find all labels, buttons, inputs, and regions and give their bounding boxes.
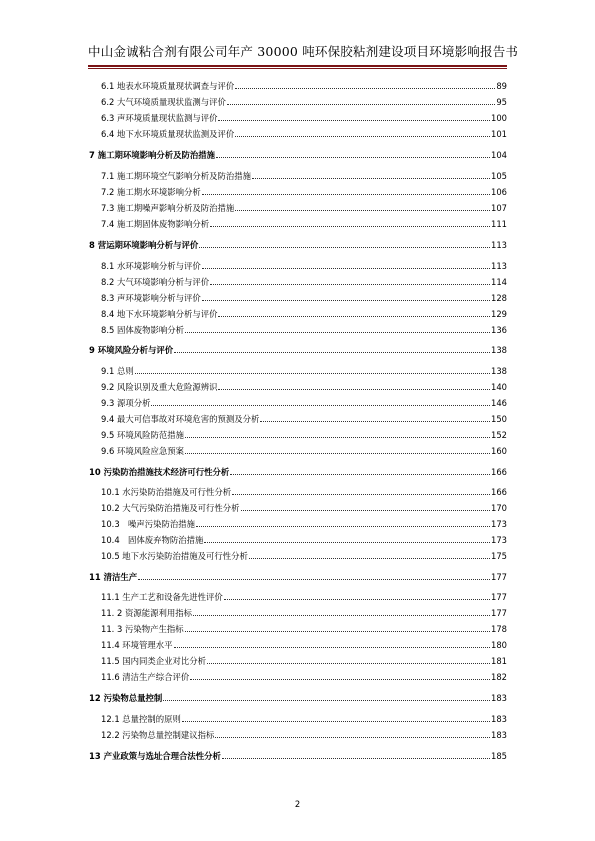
toc-entry-page: 180 (491, 640, 507, 650)
toc-section-entry[interactable] (101, 605, 507, 619)
toc-dot-leader (218, 120, 490, 121)
page-number: 2 (294, 799, 301, 809)
toc-chapter-entry[interactable] (89, 147, 507, 161)
toc-entry-title: 11 清洁生产 (89, 572, 138, 582)
toc-entry-title: 10.1 水污染防治措施及可行性分析 (101, 487, 232, 497)
toc-entry-page: 146 (491, 398, 507, 408)
toc-entry-title: 7.4 施工期固体废物影响分析 (101, 219, 210, 229)
toc-entry-title: 9.1 总则 (101, 366, 134, 376)
toc-dot-leader (185, 453, 490, 454)
toc-entry-title: 10.3 噪声污染防治措施 (101, 519, 196, 529)
toc-entry-title: 11.6 清洁生产综合评价 (101, 672, 190, 682)
toc-entry-title: 7.1 施工期环境空气影响分析及防治措施 (101, 171, 251, 181)
toc-entry-title: 10 污染防治措施技术经济可行性分析 (89, 467, 230, 477)
toc-entry-page: 185 (491, 751, 507, 761)
toc-dot-leader (174, 647, 490, 648)
toc-entry-title: 11.4 环境管理水平 (101, 640, 173, 650)
toc-dot-leader (202, 194, 490, 195)
toc-entry-page: 95 (496, 97, 507, 107)
toc-section-entry[interactable] (101, 110, 507, 124)
toc-dot-leader (138, 579, 490, 580)
toc-entry-page: 160 (491, 446, 507, 456)
toc-dot-leader (135, 373, 490, 374)
toc-dot-leader (163, 700, 490, 701)
toc-entry-title: 8 营运期环境影响分析与评价 (89, 240, 199, 250)
toc-section-entry[interactable] (101, 258, 507, 272)
toc-entry-title: 11. 2 资源能源利用指标 (101, 608, 192, 618)
toc-entry-page: 105 (491, 171, 507, 181)
toc-section-entry[interactable] (101, 395, 507, 409)
toc-entry-title: 9.3 源项分析 (101, 398, 151, 408)
toc-dot-leader (260, 421, 490, 422)
toc-dot-leader (210, 226, 490, 227)
toc-dot-leader (193, 615, 490, 616)
toc-entry-title: 11.1 生产工艺和设备先进性评价 (101, 592, 223, 602)
toc-chapter-entry[interactable] (89, 464, 507, 478)
toc-dot-leader (215, 737, 490, 738)
toc-entry-page: 140 (491, 382, 507, 392)
toc-entry-page: 113 (491, 240, 507, 250)
toc-dot-leader (249, 558, 490, 559)
toc-entry-title: 8.4 地下水环境影响分析与评价 (101, 309, 218, 319)
toc-section-entry[interactable] (101, 379, 507, 393)
toc-entry-page: 183 (491, 714, 507, 724)
toc-section-entry[interactable] (101, 711, 507, 725)
toc-dot-leader (185, 631, 490, 632)
toc-entry-title: 10.2 大气污染防治措施及可行性分析 (101, 503, 240, 513)
toc-section-entry[interactable] (101, 290, 507, 304)
toc-dot-leader (204, 542, 490, 543)
toc-section-entry[interactable] (101, 500, 507, 514)
toc-dot-leader (235, 88, 495, 89)
toc-entry-title: 8.2 大气环境影响分析与评价 (101, 277, 210, 287)
toc-entry-page: 113 (491, 261, 507, 271)
toc-entry-page: 128 (491, 293, 507, 303)
toc-section-entry[interactable] (101, 411, 507, 425)
toc-dot-leader (202, 300, 490, 301)
toc-section-entry[interactable] (101, 637, 507, 651)
toc-section-entry[interactable] (101, 126, 507, 140)
toc-entry-page: 152 (491, 430, 507, 440)
toc-chapter-entry[interactable] (89, 748, 507, 762)
toc-dot-leader (227, 104, 495, 105)
toc-dot-leader (199, 247, 490, 248)
toc-entry-title: 8.1 水环境影响分析与评价 (101, 261, 201, 271)
toc-section-entry[interactable] (101, 322, 507, 336)
toc-entry-title: 9.4 最大可信事故对环境危害的预测及分析 (101, 414, 260, 424)
toc-entry-page: 101 (491, 129, 507, 139)
toc-entry-page: 175 (491, 551, 507, 561)
toc-entry-page: 114 (491, 277, 507, 287)
toc-section-entry[interactable] (101, 306, 507, 320)
toc-dot-leader (224, 599, 490, 600)
toc-entry-page: 173 (491, 519, 507, 529)
toc-entry-page: 138 (491, 366, 507, 376)
toc-dot-leader (235, 210, 490, 211)
toc-entry-title: 9 环境风险分析与评价 (89, 345, 174, 355)
toc-section-entry[interactable] (101, 727, 507, 741)
toc-section-entry[interactable] (101, 184, 507, 198)
toc-section-entry[interactable] (101, 216, 507, 230)
toc-section-entry[interactable] (101, 669, 507, 683)
toc-entry-page: 136 (491, 325, 507, 335)
toc-entry-title: 10.5 地下水污染防治措施及可行性分析 (101, 551, 248, 561)
toc-entry-page: 111 (491, 219, 507, 229)
toc-entry-page: 107 (491, 203, 507, 213)
toc-entry-title: 12 污染物总量控制 (89, 693, 163, 703)
toc-dot-leader (218, 389, 490, 390)
toc-section-entry[interactable] (101, 168, 507, 182)
toc-dot-leader (216, 157, 490, 158)
toc-entry-page: 138 (491, 345, 507, 355)
toc-entry-page: 89 (496, 81, 507, 91)
toc-entry-page: 170 (491, 503, 507, 513)
toc-entry-title: 8.5 固体废物影响分析 (101, 325, 184, 335)
toc-section-entry[interactable] (101, 78, 507, 92)
toc-entry-title: 11. 3 污染物产生指标 (101, 624, 184, 634)
toc-entry-page: 150 (491, 414, 507, 424)
toc-dot-leader (151, 405, 490, 406)
toc-entry-page: 106 (491, 187, 507, 197)
toc-chapter-entry[interactable] (89, 342, 507, 356)
toc-dot-leader (202, 268, 490, 269)
toc-entry-page: 183 (491, 730, 507, 740)
toc-chapter-entry[interactable] (89, 237, 507, 251)
toc-entry-title: 6.4 地下水环境质量现状监测及评价 (101, 129, 235, 139)
toc-entry-page: 104 (491, 150, 507, 160)
toc-chapter-entry[interactable] (89, 690, 507, 704)
toc-dot-leader (252, 178, 490, 179)
toc-dot-leader (185, 437, 490, 438)
toc-entry-page: 177 (491, 572, 507, 582)
toc-entry-title: 6.3 声环境质量现状监测与评价 (101, 113, 218, 123)
toc-section-entry[interactable] (101, 427, 507, 441)
toc-entry-title: 7.3 施工期噪声影响分析及防治措施 (101, 203, 235, 213)
toc-dot-leader (230, 474, 490, 475)
toc-dot-leader (232, 494, 490, 495)
toc-section-entry[interactable] (101, 653, 507, 667)
toc-dot-leader (218, 316, 490, 317)
toc-entry-title: 13 产业政策与选址合理合法性分析 (89, 751, 221, 761)
toc-chapter-entry[interactable] (89, 569, 507, 583)
toc-entry-page: 173 (491, 535, 507, 545)
toc-entry-title: 11.5 国内同类企业对比分析 (101, 656, 207, 666)
toc-entry-title: 12.1 总量控制的原则 (101, 714, 181, 724)
toc-dot-leader (235, 136, 490, 137)
toc-dot-leader (196, 526, 490, 527)
toc-section-entry[interactable] (101, 621, 507, 635)
toc-dot-leader (207, 663, 490, 664)
toc-entry-page: 100 (491, 113, 507, 123)
toc-entry-title: 7 施工期环境影响分析及防治措施 (89, 150, 215, 160)
toc-entry-page: 181 (491, 656, 507, 666)
toc-entry-title: 12.2 污染物总量控制建议指标 (101, 730, 215, 740)
toc-dot-leader (185, 332, 490, 333)
toc-section-entry[interactable] (101, 94, 507, 108)
toc-entry-page: 183 (491, 693, 507, 703)
toc-entry-title: 9.5 环境风险防范措施 (101, 430, 184, 440)
toc-section-entry[interactable] (101, 443, 507, 457)
toc-entry-title: 6.1 地表水环境质量现状调查与评价 (101, 81, 235, 91)
toc-dot-leader (182, 721, 490, 722)
toc-dot-leader (210, 284, 490, 285)
toc-entry-title: 7.2 施工期水环境影响分析 (101, 187, 201, 197)
toc-section-entry[interactable] (101, 484, 507, 498)
toc-section-entry[interactable] (101, 274, 507, 288)
toc-section-entry[interactable] (101, 548, 507, 562)
toc-entry-title: 9.2 风险识别及重大危险源辨识 (101, 382, 218, 392)
toc-section-entry[interactable] (101, 200, 507, 214)
toc-entry-title: 6.2 大气环境质量现状监测与评价 (101, 97, 226, 107)
toc-entry-page: 182 (491, 672, 507, 682)
toc-entry-page: 177 (491, 608, 507, 618)
document-header-title: 中山金诚粘合剂有限公司年产 30000 吨环保胶粘剂建设项目环境影响报告书 (88, 44, 519, 59)
toc-entry-page: 177 (491, 592, 507, 602)
toc-section-entry[interactable] (101, 363, 507, 377)
toc-entry-page: 166 (491, 487, 507, 497)
toc-entry-title: 9.6 环境风险应急预案 (101, 446, 184, 456)
toc-entry-page: 129 (491, 309, 507, 319)
toc-dot-leader (241, 510, 490, 511)
toc-dot-leader (190, 679, 490, 680)
toc-entry-page: 178 (491, 624, 507, 634)
toc-entry-page: 166 (491, 467, 507, 477)
toc-dot-leader (174, 352, 490, 353)
toc-entry-title: 8.3 声环境影响分析与评价 (101, 293, 201, 303)
toc-section-entry[interactable] (101, 516, 507, 530)
toc-section-entry[interactable] (101, 589, 507, 603)
toc-dot-leader (222, 758, 490, 759)
toc-entry-title: 10.4 固体废弃物防治措施 (101, 535, 204, 545)
toc-section-entry[interactable] (101, 532, 507, 546)
